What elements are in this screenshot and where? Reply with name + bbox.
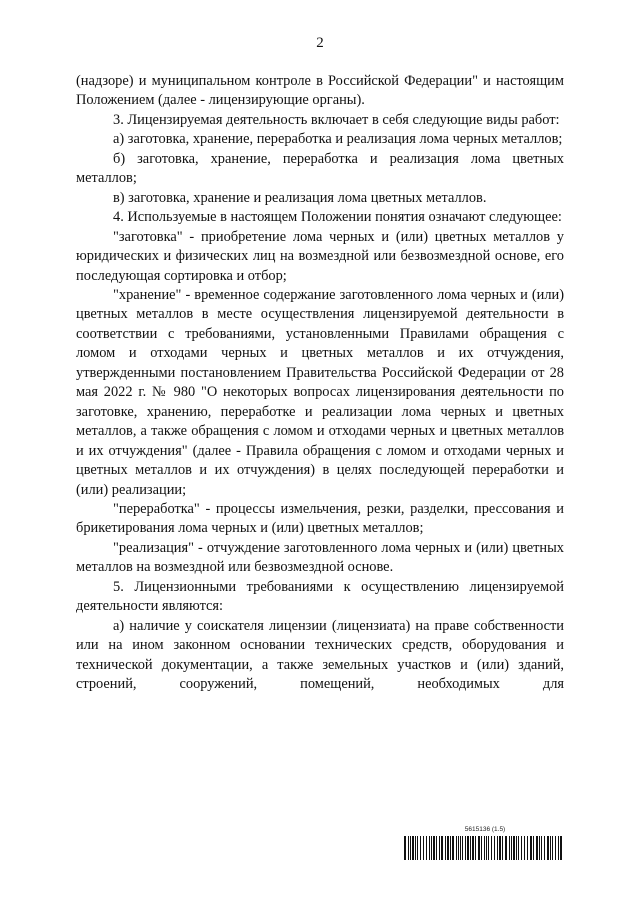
barcode-bar [560,836,562,860]
barcode-bar [426,836,427,860]
barcode-bar [408,836,409,860]
paragraph-item-3b: б) заготовка, хранение, переработка и реализация лома цветных металлов; [76,150,564,187]
paragraph-item-3c: в) заготовка, хранение и реализация лома цветных металлов. [113,189,487,206]
barcode-bar [412,836,414,860]
definition-zagotovka: "заготовка" - приобретение лома черных и (или) цветных металлов у юридических и физических лиц на возмездной или безвозмездной основе, его последующая сортировка и отбор; [76,228,564,284]
paragraph-item-4: 4. Используемые в настоящем Положении понятия означают следующее: [113,209,562,226]
barcode-bar [445,836,446,860]
barcode-bar [470,836,471,860]
definition-realizatsiya: "реализация" - отчуждение заготовленного лома черных и (или) цветных металлов на возмездной или безвозмездной основе. [76,539,564,576]
barcode-bar [429,836,430,860]
barcode-bar [431,836,432,860]
barcode-bar [475,836,476,860]
barcode-bar [555,836,556,860]
barcode-bar [462,836,463,860]
barcode-bar [415,836,416,860]
barcode-bar [544,836,545,860]
paragraph-item-5a: а) наличие у соискателя лицензии (лицензиата) на праве собственности или на ином законном основании технических средств, оборудования и технической документации, а также земельных участков и (или) зданий, строений, сооружений, помещений, необходимых для [76,617,564,693]
barcode-bar [420,836,421,860]
barcode-bar [511,836,512,860]
barcode-bar [491,836,492,860]
barcode-bar [423,836,424,860]
barcode-bar [404,836,406,860]
barcode-bar [509,836,510,860]
paragraph-continuation: (надзоре) и муниципальном контроле в Российской Федерации" и настоящим Положением (далее - лицензирующие органы). [76,73,564,109]
barcode-bar [533,836,534,860]
barcode-bar [436,836,437,860]
document-body [76,72,564,695]
barcode-bar [513,836,515,860]
barcode-bar [467,836,469,860]
barcode-bar [536,836,538,860]
barcode-bar [518,836,519,860]
definition-pererabotka: "переработка" - процессы измельчения, резки, разделки, прессования и брикетирования лома черных и (или) цветных металлов; [76,500,564,537]
barcode-bar [486,836,487,860]
barcode-bar [452,836,454,860]
barcode-bar [497,836,498,860]
barcode-bar [499,836,501,860]
barcode-bar [450,836,451,860]
definition-khranenie: "хранение" - временное содержание заготовленного лома черных и (или) цветных металлов в месте осуществления лицензируемой деятельности в соответствии с требованиями, установленными Правилами обращения с ломом и отходами черных и цветных металлов и их отчуждения, утвержденными постановлением Правительства Российской Федерации от 28 мая 2022 г. № 980 "О некоторых вопросах лицензирования деятельности по заготовке, хранению, переработке и реализации лома черных и цветных металлов, а также обращения с ломом и отходами черных и цветных металлов и их отчуждения" (далее - Правила обращения с ломом и отходами черных и цветных металлов и их отчуждения) в целях последующей переработки и (или) реализации; [76,286,564,498]
barcode-bar [441,836,443,860]
page-number: 2 [316,35,324,51]
barcode-bar [530,836,532,860]
paragraph-item-3: 3. Лицензируемая деятельность включает в себя следующие виды работ: [113,111,560,128]
barcode-bar [539,836,540,860]
barcode-bar [447,836,449,860]
barcode-bar [481,836,482,860]
barcode-bar [505,836,507,860]
barcode-bar [558,836,559,860]
barcode-bar [552,836,553,860]
barcode-bar [458,836,459,860]
barcode-bar [527,836,528,860]
barcode-bar [516,836,517,860]
barcode-bar [524,836,525,860]
barcode-bar [472,836,474,860]
paragraph-item-5: 5. Лицензионными требованиями к осуществлению лицензируемой деятельности являются: [76,578,564,615]
barcode-bar [484,836,485,860]
barcode-bar [521,836,522,860]
barcode-bar [417,836,418,860]
barcode-bar [478,836,480,860]
barcode-bar [502,836,503,860]
barcode-bar [547,836,549,860]
barcode-bar [541,836,542,860]
document-code: 5615136 (1.5) [464,826,506,833]
barcode-bar [488,836,489,860]
barcode-bar [460,836,461,860]
barcode-bar [410,836,411,860]
barcode-bar [494,836,495,860]
barcode-bar [465,836,466,860]
barcode-icon [404,836,564,860]
barcode-bar [439,836,440,860]
paragraph-item-3a: а) заготовка, хранение, переработка и реализация лома черных металлов; [113,131,563,148]
barcode-bar [456,836,457,860]
document-footer [404,826,564,860]
barcode-bar [433,836,435,860]
barcode-bar [550,836,551,860]
